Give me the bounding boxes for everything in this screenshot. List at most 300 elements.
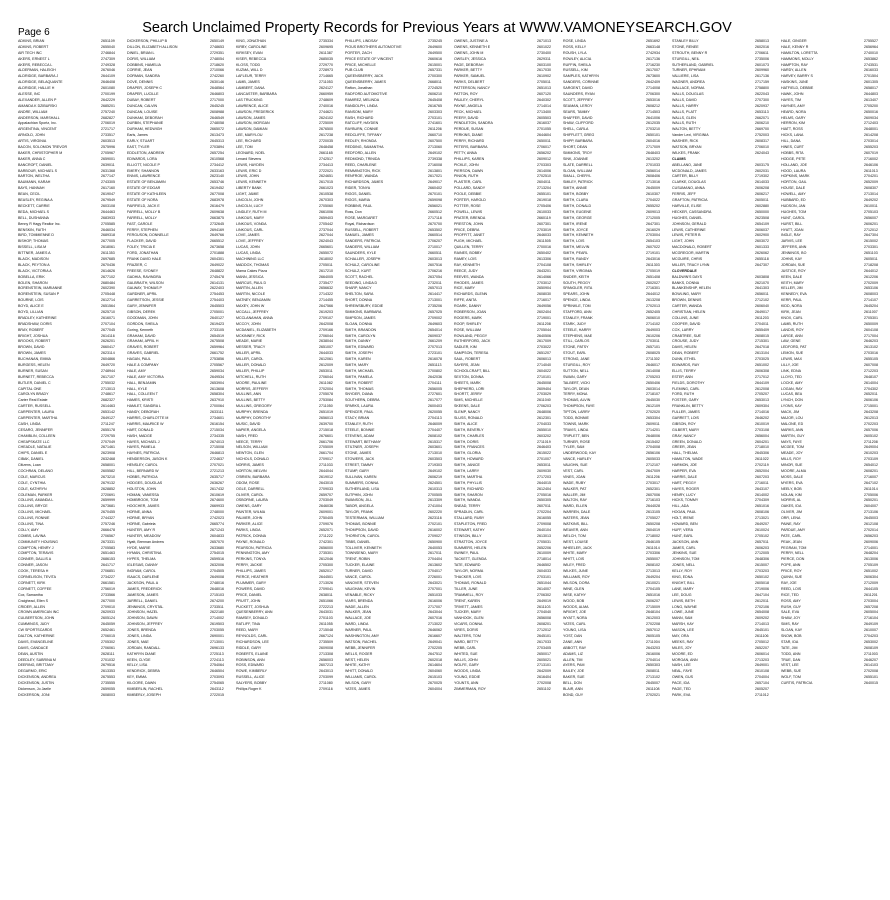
property-id: 2603601 <box>428 445 442 450</box>
page-number: Page 6 <box>18 27 50 38</box>
owner-name: SHELTON, SARA <box>345 292 374 297</box>
property-id: 2614066 <box>537 274 551 279</box>
property-id: 2625710 <box>101 309 115 314</box>
property-id: 2676601 <box>319 433 333 438</box>
property-id: 2674600 <box>210 498 224 503</box>
owner-name: WALLS, DAVID <box>672 97 697 102</box>
owner-name: WEAVER, ANN <box>563 527 588 532</box>
property-id: 2605105 <box>646 633 660 638</box>
owner-name: FULLER, JAMES <box>672 410 700 415</box>
owner-name: JORDAN, RANDALL <box>127 645 161 650</box>
property-id: 2650208 <box>646 522 660 527</box>
owner-name: REED, LOIS <box>781 586 802 591</box>
owner-name: SAMUEL, JAMES <box>345 233 374 238</box>
owner-name: JOHNS, KAY <box>781 256 803 261</box>
owner-name: REDMOND, TRINIDA <box>345 156 380 161</box>
property-id: 2645408 <box>428 97 442 102</box>
property-id: 2705300 <box>319 563 333 568</box>
owner-name: PORTER, HAROLD <box>454 198 486 203</box>
property-id: 2608201 <box>537 622 551 627</box>
property-id: 2723101 <box>428 351 442 356</box>
owner-name: MOORE, ALMA <box>781 469 807 474</box>
property-id: 2620937 <box>755 103 769 108</box>
owner-name: HAGAN, PAUL <box>127 357 151 362</box>
property-id: 2653011 <box>537 463 551 468</box>
owner-name: TIBBS, DANIEL <box>345 539 371 544</box>
property-id: 2605033 <box>646 457 660 462</box>
owner-name: MUSIC, DAVID <box>236 421 261 426</box>
owner-name: Citizens, Loan <box>18 463 41 468</box>
owner-name: GIBSON, ROY <box>672 421 696 426</box>
owner-name: SMILEY, PATRICK <box>563 180 593 185</box>
owner-name: POWERS, DAVID <box>236 586 265 591</box>
owner-name: SANDERS, WILLIAM <box>345 245 380 250</box>
owner-name: LEWIS, ERIC D <box>236 168 262 173</box>
owner-name: PERKINS, DIANE <box>454 133 483 138</box>
owner-name: HART, DONALD <box>127 427 154 432</box>
property-id: 2615002 <box>864 239 878 244</box>
property-id: 2645008 <box>537 380 551 385</box>
owner-name: TAYLOR, FRANK <box>345 510 374 515</box>
owner-name: ARGENTINA, VINCENT <box>18 127 57 132</box>
owner-name: GREER, JEAN <box>672 445 696 450</box>
property-id: 2661581 <box>101 580 115 585</box>
property-id: 2715301 <box>755 339 769 344</box>
owner-name: HARRIS, MAURICE W <box>127 421 164 426</box>
property-id: 2713203 <box>755 657 769 662</box>
owner-name: HAMLET, SANDRA L <box>127 404 161 409</box>
property-id: 2606210 <box>755 121 769 126</box>
property-id: 2611103 <box>537 604 551 609</box>
property-id: 2606208 <box>755 186 769 191</box>
owner-name: OLIVER, CAROL <box>236 492 264 497</box>
listing-column <box>781 39 890 897</box>
property-id: 2729351 <box>210 50 224 55</box>
property-id: 2711208 <box>864 439 878 444</box>
property-id: 2657104 <box>755 681 769 686</box>
property-id: 2624651 <box>319 174 333 179</box>
property-id: 2648822 <box>210 268 224 273</box>
owner-name: INGLE, RAY <box>781 233 801 238</box>
owner-name: SALE, EVA <box>781 610 800 615</box>
property-id: 2657013 <box>428 286 442 291</box>
property-id: 2608025 <box>646 351 660 356</box>
property-id: 2611387 <box>319 50 333 55</box>
property-id: 2703099 <box>319 675 333 680</box>
owner-name: LYNCH, DON <box>781 398 803 403</box>
property-id: 2659055 <box>101 686 115 691</box>
owner-name: VENABLE, RICKY <box>345 592 375 597</box>
property-id: 2615402 <box>646 439 660 444</box>
owner-name: KIMBERLY, JOSEPH <box>127 692 161 697</box>
owner-name: WEBB, CARL <box>454 645 477 650</box>
owner-name: COLLINS, JUNE <box>672 315 699 320</box>
owner-name: RANDOLPH, LINDA <box>345 103 378 108</box>
property-id: 2617030 <box>537 68 551 73</box>
owner-name: PROFFITT, JANET <box>454 233 485 238</box>
owner-name: OWENS, JUSTINE A <box>454 39 488 43</box>
property-id: 2641006 <box>646 115 660 120</box>
property-id: 2605021 <box>537 657 551 662</box>
property-id: 2643021 <box>428 580 442 585</box>
property-id: 2617077 <box>428 398 442 403</box>
owner-name: WILLIAMS, ROY <box>563 575 590 580</box>
owner-name: RASH, RICHARD <box>345 115 374 120</box>
owner-name: KIRBY, CAROLINE <box>236 44 267 49</box>
property-id: 2660710 <box>428 133 442 138</box>
owner-name: Phillips Roger K <box>236 686 262 691</box>
property-id: 2660616 <box>428 56 442 61</box>
property-id: 2661706 <box>319 439 333 444</box>
owner-name: HORNE, BRYAN <box>127 516 155 521</box>
owner-name: ADAMS, LIZ <box>563 651 583 656</box>
owner-name: LILLY, JOE <box>781 362 799 367</box>
property-id: 2611106 <box>755 633 769 638</box>
owner-name: Lenard Stevens <box>236 156 262 161</box>
property-id: 2652461 <box>101 628 115 633</box>
property-id: 2655105 <box>864 357 878 362</box>
owner-name: PAYNE, RONALD <box>236 539 265 544</box>
property-id: 2735206 <box>428 304 442 309</box>
owner-name: BOND, GUY <box>563 692 584 697</box>
owner-name: GADHIA, RAVINDRA <box>127 274 162 279</box>
owner-name: KISER, REBECCA <box>236 56 267 61</box>
owner-name: CORRIE, JEAN <box>127 68 153 73</box>
property-id: 2620055 <box>428 410 442 415</box>
property-id: 2696133 <box>210 645 224 650</box>
property-id: 2607022 <box>646 245 660 250</box>
property-id: 2702510 <box>537 174 551 179</box>
property-id: 2611505 <box>537 239 551 244</box>
owner-name: NASH, FRED <box>236 433 258 438</box>
owner-name: STACY, BRIAN <box>345 416 370 420</box>
owner-name: MULLINS, BETTY <box>236 398 266 403</box>
owner-name: TATE, JIM <box>781 645 798 650</box>
owner-name: VINES, JOAN <box>563 474 586 479</box>
property-id: 2616055 <box>537 516 551 521</box>
owner-name: MILLER, APRIL <box>236 351 262 356</box>
property-id: 2717009 <box>646 145 660 150</box>
listing-entry <box>345 687 454 693</box>
owner-name: QUILLEN, TERRY <box>454 245 484 250</box>
property-id: 2716230 <box>646 62 660 67</box>
property-id: 2660417 <box>101 345 115 350</box>
owner-name: GRAHAM, DAVID <box>127 333 156 338</box>
owner-name: GALBRAITH, WILSON <box>127 280 164 285</box>
property-id: 2655007 <box>646 557 660 562</box>
owner-name: KIDD, NORA <box>781 304 802 309</box>
property-id: 2651016 <box>646 592 660 597</box>
owner-name: HALE & COMPANY <box>127 362 159 367</box>
owner-name: LYONS, KAY <box>781 404 802 409</box>
property-id: 2702205 <box>428 645 442 650</box>
property-id: 2701888 <box>210 251 224 256</box>
property-id: 2719303 <box>428 463 442 468</box>
owner-name: RICHARDSON, LEE <box>236 639 269 644</box>
property-id: 2713013 <box>646 569 660 574</box>
owner-name: GALWAY, THOMAS P <box>127 286 162 291</box>
property-id: 2706302 <box>537 592 551 597</box>
owner-name: THOMAS, RONALD <box>454 580 487 585</box>
owner-name: SAMPSON, TERESA <box>454 351 489 356</box>
property-id: 2711247 <box>101 421 115 426</box>
property-id: 2603175 <box>755 162 769 167</box>
property-id: 2645306 <box>755 451 769 456</box>
property-id: 2705031 <box>537 539 551 544</box>
owner-name: CROWN AMERICAN INC <box>18 610 59 615</box>
property-id: 2604108 <box>864 327 878 332</box>
property-id: 2603202 <box>537 433 551 438</box>
property-id: 2610011 <box>864 203 878 208</box>
owner-name: LEWIS, BETH <box>672 598 695 603</box>
owner-name: GARRETT, LOIS <box>672 416 699 420</box>
owner-name: MINOR, SUE <box>781 463 803 468</box>
owner-name: CHIPS, DANIEL E <box>18 451 48 456</box>
owner-name: MALONE, ED <box>781 421 804 426</box>
owner-name: HASH, MADGE <box>127 433 153 438</box>
owner-name: WALLS, GLEN <box>672 115 696 120</box>
owner-name: MACDONALD, ROBERT <box>672 245 712 250</box>
property-id: 2689318 <box>101 233 115 238</box>
property-id: 2712403 <box>864 121 878 126</box>
property-id: 2609006 <box>864 539 878 544</box>
owner-name: NEWTON, GLEN <box>236 451 264 456</box>
owner-name: BORENSTEIN, SUSAN P <box>18 292 60 297</box>
owner-name: FOSTER, GARY <box>672 398 699 403</box>
property-id: 2659964 <box>210 345 224 350</box>
owner-name: COLLY, AMY <box>18 527 39 532</box>
owner-name: JENNINGS, CRYSTAL <box>127 604 164 609</box>
property-id: 2611206 <box>646 474 660 479</box>
owner-name: WHITE, MARY <box>563 551 587 556</box>
owner-name: RICHARDS, GLENN <box>454 292 488 297</box>
owner-name: WINE, GLEN <box>563 586 585 591</box>
owner-name: COLLINS, RONNIE <box>18 516 50 521</box>
property-id: 2610307 <box>646 192 660 197</box>
property-id: 2748054 <box>210 56 224 61</box>
property-id: 2604201 <box>755 439 769 444</box>
property-id: 2610021 <box>646 580 660 585</box>
property-id: 2748000 <box>210 510 224 515</box>
property-id: 2673658 <box>210 245 224 250</box>
owner-name: ANDRE, WILLIAM <box>18 109 48 114</box>
owner-name: DEAN, ROBERT <box>672 351 699 356</box>
property-id: 2605582 <box>101 469 115 474</box>
owner-name: Hyatt, Brennan Andrew <box>127 539 164 544</box>
owner-name: WILKES, JUNE <box>563 569 588 574</box>
owner-name: JEFFERS, ANN <box>781 245 807 250</box>
owner-name: GRAY, NANCY <box>672 433 697 438</box>
property-id: 2639700 <box>319 421 333 426</box>
owner-name: LINDLEY, RUTH M <box>236 209 267 214</box>
property-id: 2757246 <box>101 522 115 527</box>
owner-name: BARBOUR, MICHAEL S <box>18 168 58 173</box>
owner-name: SMITH, GEORGE <box>563 215 592 220</box>
owner-name: HYDE, MARIE <box>127 545 151 550</box>
owner-name: HAYES, TIM <box>781 97 802 102</box>
property-id: 2611201 <box>864 592 878 597</box>
owner-name: HARVEY, BARRY S <box>781 74 813 79</box>
owner-name: COX, LARRY <box>672 327 694 332</box>
property-id: 2614131 <box>210 280 224 285</box>
owner-name: FERRIS, JEFF <box>672 192 696 197</box>
property-id: 2718014 <box>537 557 551 562</box>
property-id: 2645009 <box>646 186 660 191</box>
property-id: 2609037 <box>428 333 442 338</box>
property-id: 2748058 <box>210 121 224 126</box>
property-id: 2715001 <box>864 404 878 409</box>
owner-name: LAFLEUR, TERRY <box>236 74 267 79</box>
owner-name: NEAL, FAYE <box>672 669 693 674</box>
owner-name: FAST, CAROLE <box>127 221 153 226</box>
owner-name: PENNINGTON, AMY <box>236 551 270 556</box>
property-id: 2703022 <box>537 345 551 350</box>
property-id: 2611108 <box>646 686 660 691</box>
property-id: 2604022 <box>537 368 551 373</box>
property-id: 2652011 <box>864 392 878 397</box>
property-id: 2606037 <box>755 227 769 232</box>
owner-name: GOODMAN, JOHN <box>127 315 158 320</box>
owner-name: HINES, CURT <box>781 145 804 150</box>
property-id: 2670436 <box>101 262 115 267</box>
owner-name: MILLER, PHILLIP <box>236 368 265 373</box>
owner-name: MULLINS, GREGORY <box>236 404 272 409</box>
owner-name: JAMES, FREDERICK <box>127 586 162 591</box>
property-id: 2644803 <box>864 92 878 97</box>
owner-name: OLIVER, JIM <box>781 510 802 515</box>
property-id: 2603014 <box>646 386 660 391</box>
owner-name: SMITH, ALICE <box>454 421 478 426</box>
owner-name: WASHINGTON, AMY <box>345 633 380 638</box>
property-id: 2619423 <box>210 321 224 326</box>
owner-name: BLACK, VICTORIA A <box>18 268 52 273</box>
owner-name: HALL, COLLEEN T <box>127 392 158 397</box>
property-id: 2710101 <box>537 374 551 379</box>
property-id: 2706044 <box>319 333 333 338</box>
property-id: 2705103 <box>864 209 878 214</box>
owner-name: TUCKER, MARY <box>454 610 482 615</box>
property-id: 2642009 <box>537 669 551 674</box>
owner-name: SMITH, PAMELA <box>345 374 373 379</box>
owner-name: RADFORD AUTOMOTIVE <box>345 92 388 97</box>
property-id: 2613801 <box>428 168 442 173</box>
owner-name: STURGILL, ROY <box>563 362 591 367</box>
property-id: 2724637 <box>210 457 224 462</box>
property-id: 2703301 <box>864 245 878 250</box>
property-id: 2653142 <box>101 410 115 415</box>
owner-name: STEELE, BONNIE <box>345 427 375 432</box>
property-id: 2716104 <box>864 616 878 621</box>
property-id: 2714040 <box>537 362 551 367</box>
property-id: 2719302 <box>755 174 769 179</box>
property-id: 2656004 <box>755 433 769 438</box>
property-id: 2612003 <box>646 616 660 621</box>
owner-name: CRIDER, ALLEN <box>18 604 45 609</box>
owner-name: WALLS, PLATT <box>672 109 697 114</box>
owner-name: SPRINKLE, TOM <box>563 304 591 309</box>
property-id: 2616154 <box>210 421 224 426</box>
property-id: 2602880 <box>755 203 769 208</box>
property-id: 2701007 <box>537 457 551 462</box>
owner-name: HOOCHER, JAMES <box>127 504 160 509</box>
owner-name: RIDER, TONYA <box>345 186 371 191</box>
owner-name: MAJOR, LOU <box>781 416 803 420</box>
property-id: 2705019 <box>646 268 660 273</box>
owner-name: LEDFORD, PAT <box>781 345 807 350</box>
owner-name: WHITE, KATHY <box>345 663 371 668</box>
owner-name: ARTIS, VIRGINIA <box>18 139 47 144</box>
owner-name: SHAW, CLIFFORD <box>563 121 594 126</box>
property-id: 2705301 <box>864 315 878 320</box>
property-id: 2673210 <box>101 474 115 479</box>
property-id: 2606106 <box>864 398 878 403</box>
owner-name: COLE, CYNTHIA <box>18 480 46 485</box>
property-id: 2612011 <box>755 598 769 603</box>
owner-name: BAUMANN, KARAH <box>18 180 51 185</box>
property-id: 2656013 <box>319 416 333 420</box>
owner-name: SHAW, JOY <box>781 616 801 621</box>
property-id: 2645245 <box>210 103 224 108</box>
owner-name: ROWLAND, PEGGY <box>454 333 488 338</box>
owner-name: SALYERS, BOBBY <box>236 681 267 686</box>
owner-name: HOOD, LAURA <box>781 168 806 173</box>
owner-name: FLEMING, CARL <box>672 386 700 391</box>
owner-name: FRAZIER, C <box>127 262 147 267</box>
property-id: 2611055 <box>319 622 333 627</box>
owner-name: WALTON, BETTY <box>672 127 701 132</box>
property-id: 2648564 <box>210 86 224 91</box>
property-id: 2742301 <box>319 539 333 544</box>
property-id: 2653904 <box>210 380 224 385</box>
property-id: 2703029 <box>537 392 551 397</box>
owner-name: JARVIS, LEE <box>781 239 803 244</box>
property-id: 2659516 <box>210 557 224 562</box>
property-id: 2607120 <box>537 92 551 97</box>
owner-name: SHIPP, BARBARA <box>563 139 593 144</box>
property-id: 2615103 <box>428 675 442 680</box>
property-id: 2610902 <box>537 74 551 79</box>
owner-name: SUTTON, NELL <box>563 368 589 373</box>
owner-name: NORRIS, JAMES <box>236 463 264 468</box>
owner-name: SMITH, JOSEPH <box>345 351 373 356</box>
owner-name: COLE, KATHRYN <box>18 486 47 491</box>
property-id: 2712012 <box>537 628 551 633</box>
property-id: 2727601 <box>428 392 442 397</box>
owner-name: CARTER, RUSSELL <box>18 404 52 409</box>
property-id: 2719001 <box>537 315 551 320</box>
property-id: 2717004 <box>864 333 878 338</box>
property-id: 2608106 <box>755 510 769 515</box>
property-id: 2647566 <box>319 304 333 309</box>
property-id: 2650904 <box>537 286 551 291</box>
owner-name: CESARO, JENNIFER <box>18 427 53 432</box>
owner-name: BAYS, HANNAH <box>18 186 45 191</box>
owner-name: DINIEL, BRIAN L <box>127 50 155 55</box>
property-id: 2703108 <box>755 427 769 432</box>
owner-name: SLOAN, KAY <box>781 628 803 633</box>
owner-name: HOBBS, RITA <box>781 150 804 155</box>
property-id: 2656011 <box>755 292 769 297</box>
owner-name: RICE, MARY <box>454 286 475 291</box>
property-id: 2712009 <box>864 580 878 585</box>
property-id: 2703017 <box>646 480 660 485</box>
property-id: 2608102 <box>646 563 660 568</box>
property-id: 2602390 <box>101 286 115 291</box>
property-id: 2609013 <box>646 209 660 214</box>
property-id: 2649041 <box>428 639 442 644</box>
owner-name: RICE, TED <box>781 592 799 597</box>
property-id: 2707001 <box>428 586 442 591</box>
